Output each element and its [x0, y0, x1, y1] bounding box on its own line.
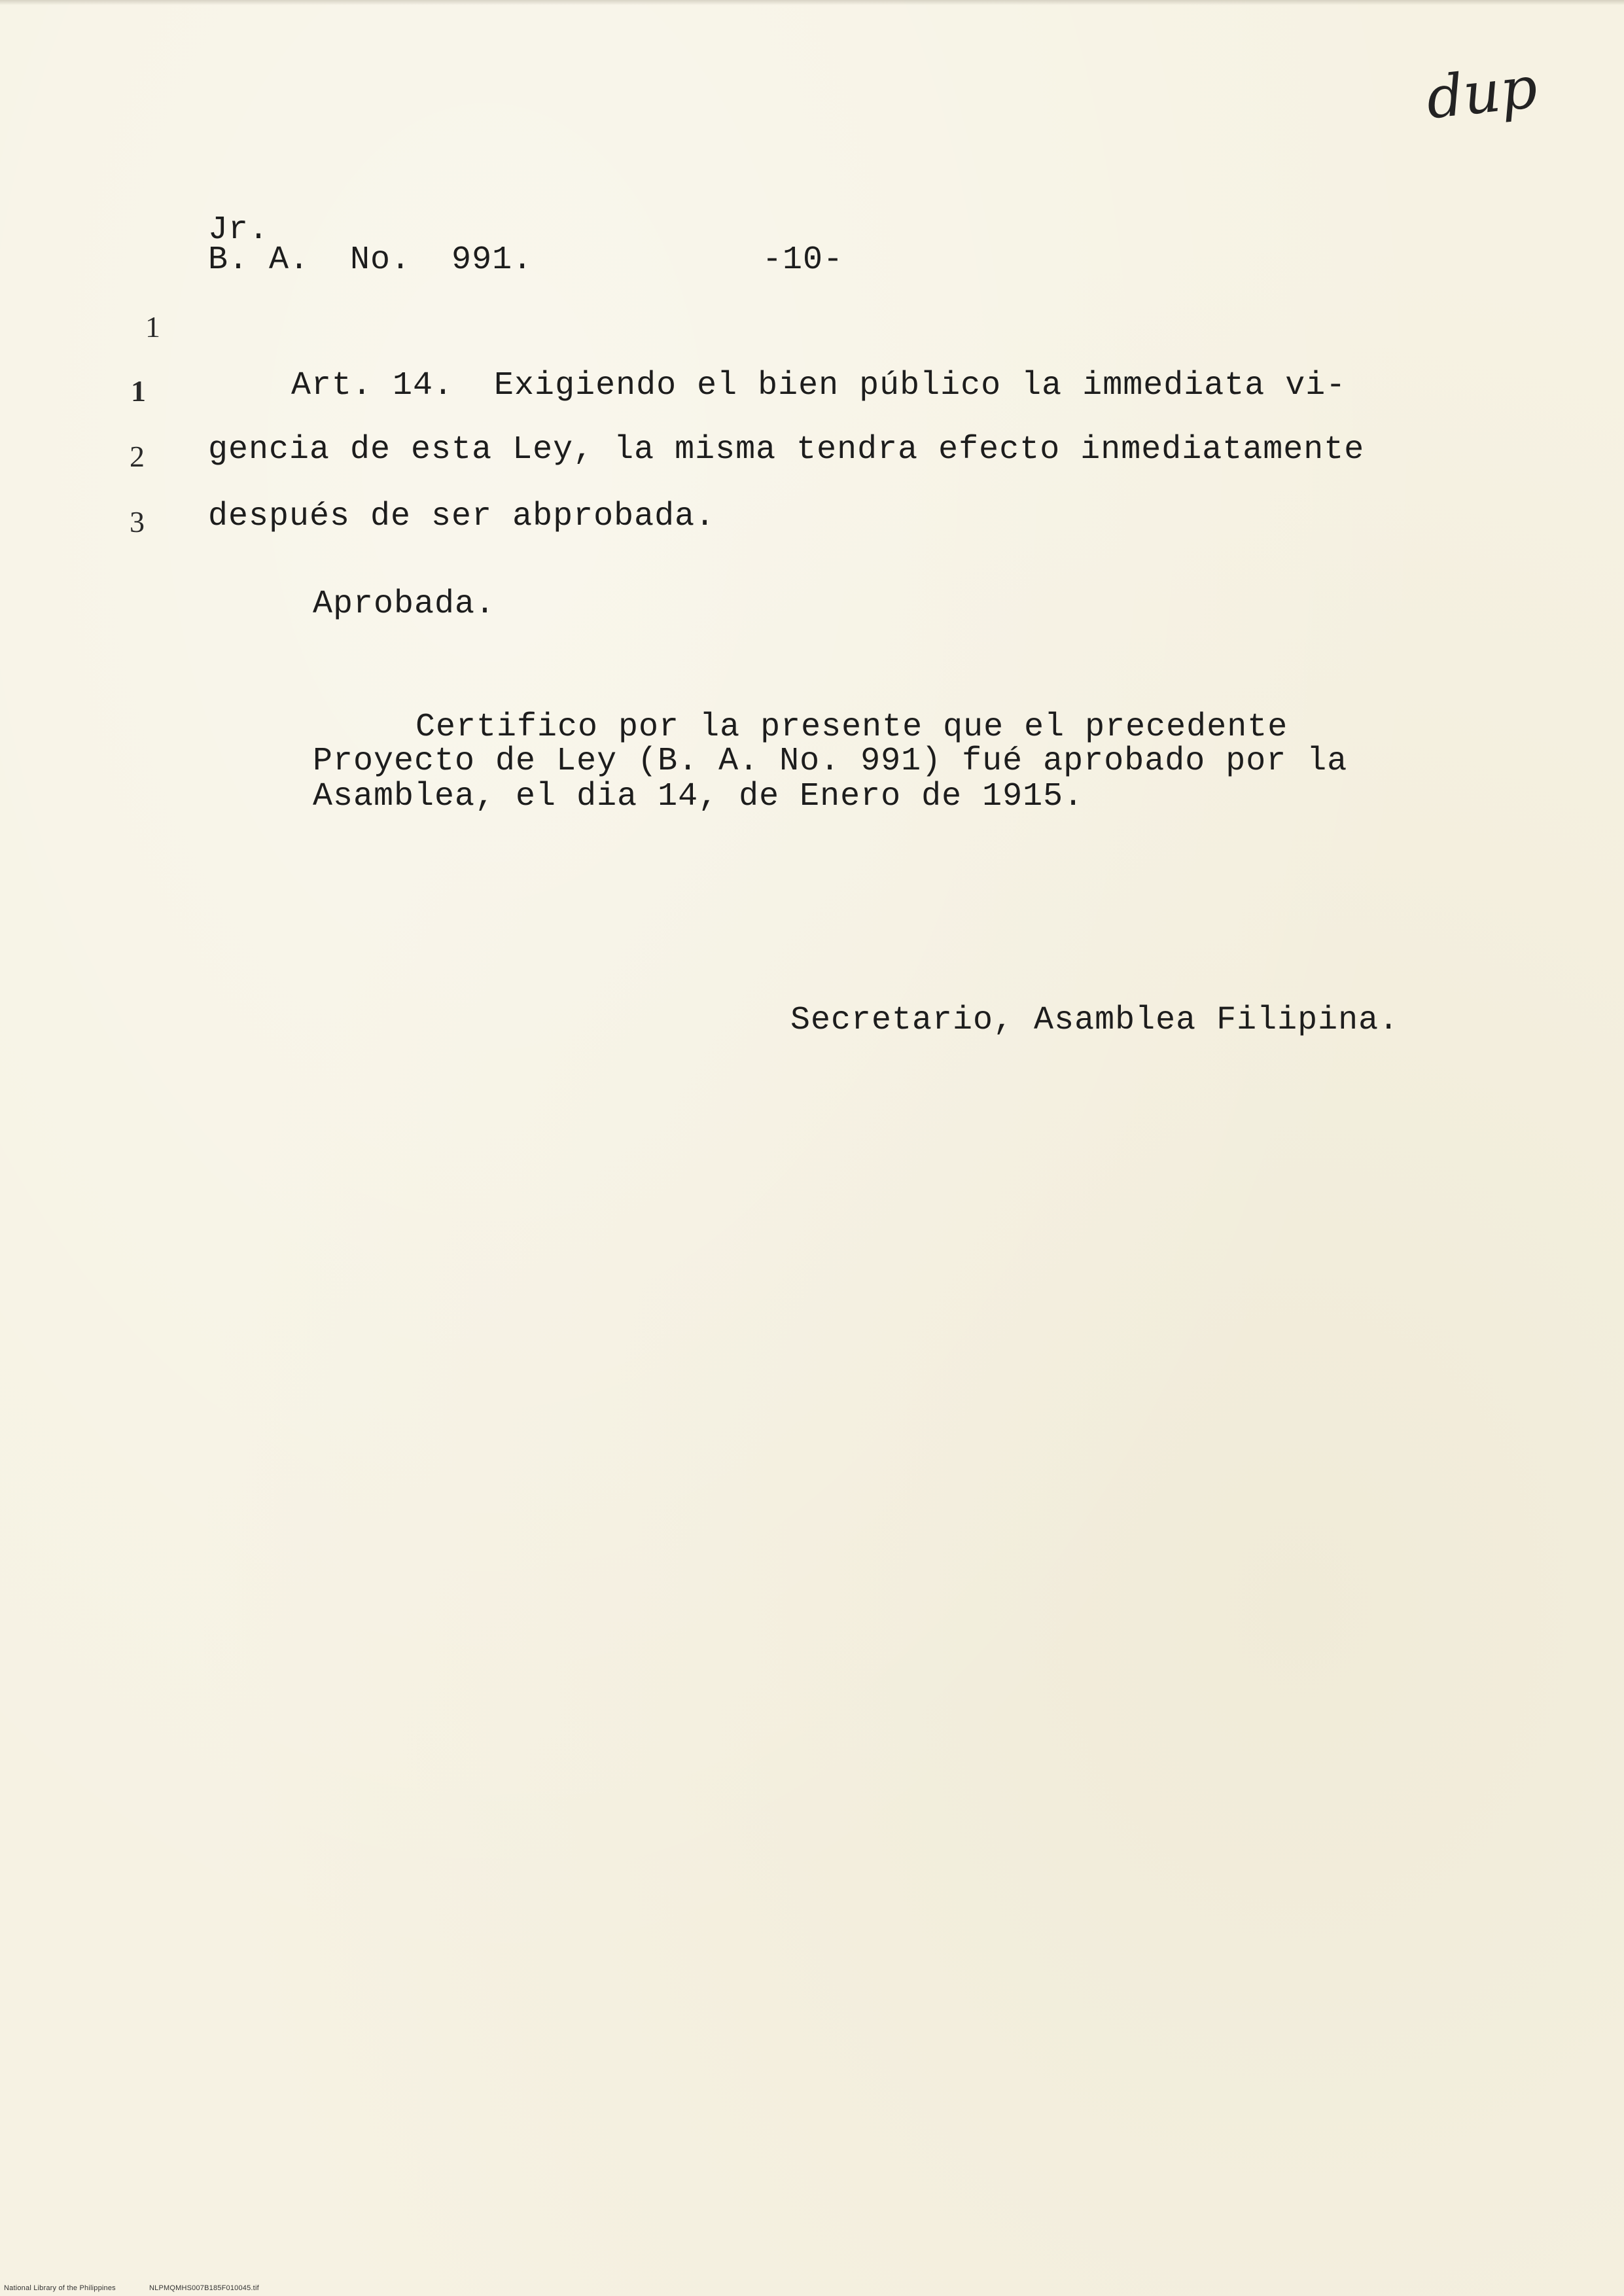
approved-text: Aprobada.	[313, 586, 496, 623]
line-number-3: 3	[130, 505, 145, 539]
page-number: -10-	[762, 241, 844, 279]
line-number-2: 2	[130, 440, 145, 473]
article-line-2: gencia de esta Ley, la misma tendra efecto inmediatamente	[208, 431, 1365, 468]
line-number-1: 1	[131, 374, 146, 408]
certification-line-2: Proyecto de Ley (B. A. No. 991) fué aprobado por la	[313, 743, 1348, 780]
line-number-top: 1	[145, 310, 160, 344]
bill-number: B. A. No. 991.	[208, 241, 533, 279]
certification-line-3: Asamblea, el dia 14, de Enero de 1915.	[313, 778, 1084, 815]
certification-line-1: Certifico por la presente que el precedente	[415, 709, 1288, 746]
handwritten-note: dup	[1423, 53, 1541, 132]
footer-library: National Library of the Philippines	[4, 2284, 116, 2292]
footer-file-id: NLPMQMHS007B185F010045.tif	[149, 2284, 259, 2292]
page-top-edge	[0, 0, 1624, 5]
article-line-3: después de ser abprobada.	[208, 498, 716, 535]
signature-title: Secretario, Asamblea Filipina.	[790, 1002, 1400, 1039]
article-line-1: Art. 14. Exigiendo el bien público la immediata vi-	[291, 367, 1347, 404]
header-suffix: Jr.	[208, 211, 270, 249]
